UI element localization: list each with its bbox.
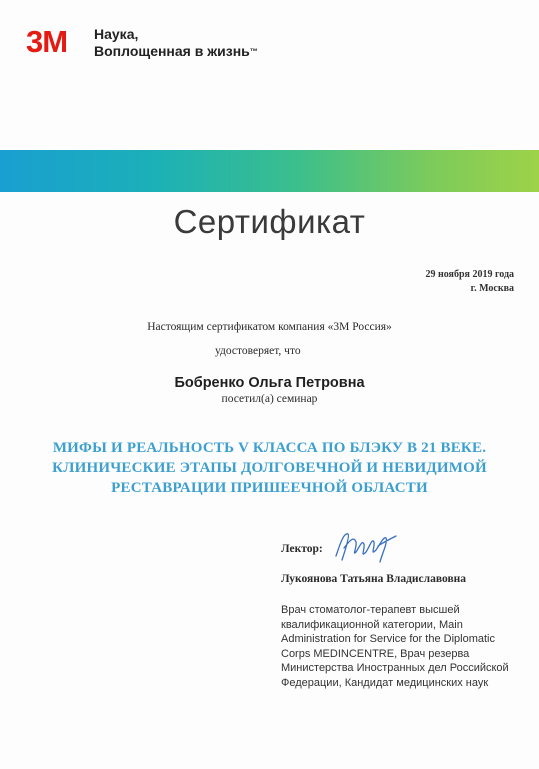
brand-tagline: [94, 26, 258, 60]
signature: [330, 526, 400, 566]
recipient-name: Бобренко Ольга Петровна: [174, 375, 365, 391]
certificate-city: г. Москва: [470, 283, 514, 294]
visited-text: посетил(а) семинар: [221, 393, 318, 405]
trademark-symbol: ™: [249, 47, 258, 56]
date-place: [425, 268, 514, 296]
certificate-date: 29 ноября 2019 года: [425, 269, 514, 280]
tagline-line-2-text: Воплощенная в жизнь: [94, 43, 250, 59]
3m-logo: 3M: [26, 24, 68, 59]
intro-line-1: Настоящим сертификатом компания «3М Россия»: [147, 321, 392, 333]
lecturer-label: Лектор:: [281, 543, 323, 555]
tagline-line-1: Наука,: [94, 26, 139, 42]
intro-line-2: удостоверяет, что: [215, 345, 301, 357]
seminar-title: МИФЫ И РЕАЛЬНОСТЬ V КЛАССА ПО БЛЭКУ В 21 ВЕКЕ. КЛИНИЧЕСКИЕ ЭТАПЫ ДОЛГОВЕЧНОЙ И НЕВИДИМОЙ РЕСТАВРАЦИИ ПРИШЕЕЧНОЙ ОБЛАСТИ: [52, 440, 487, 496]
gradient-band: [0, 150, 539, 192]
lecturer-name: Лукоянова Татьяна Владиславовна: [281, 573, 467, 585]
certificate-title: Сертификат: [173, 203, 366, 240]
lecturer-description: Врач стоматолог-терапевт высшей квалификационной категории, Main Administration for Service for the Diplomatic Corps MEDINCENTRE, Врач резерва Министерства Иностранных дел Российской Федерации, Кандидат медицинских наук: [281, 604, 509, 689]
tagline-line-2: [94, 43, 258, 60]
